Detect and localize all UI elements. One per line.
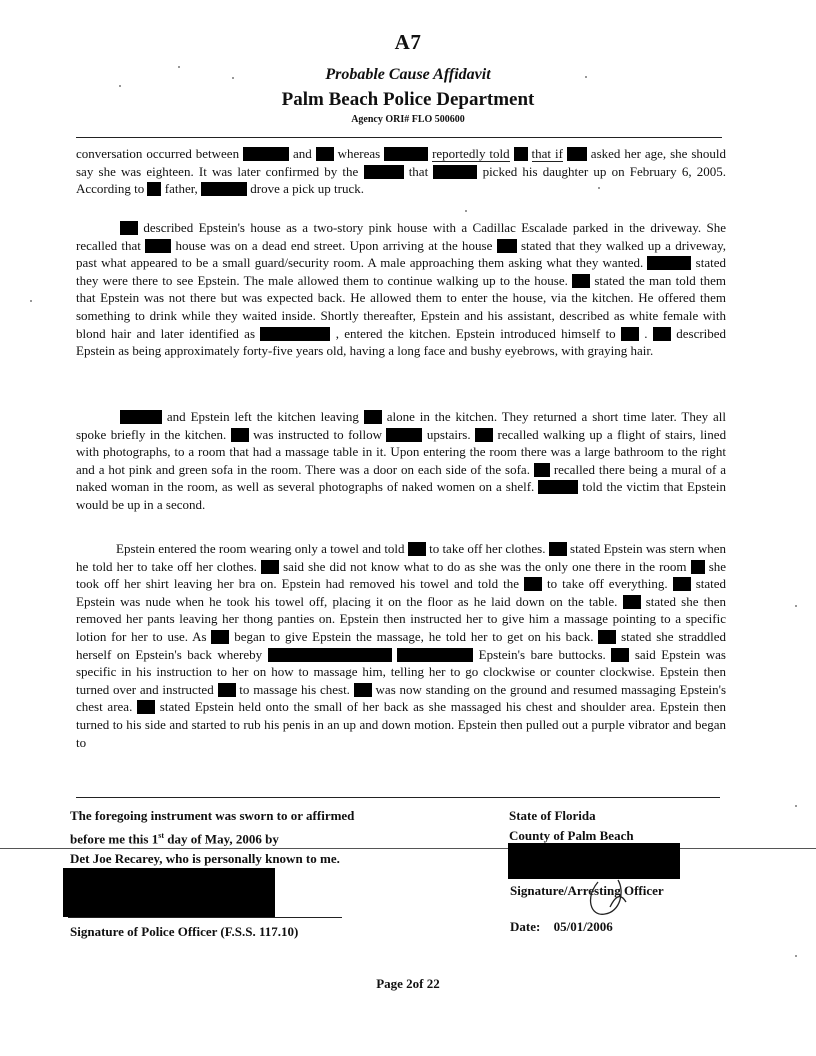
redaction-box <box>408 542 426 556</box>
text-span: recalled there being a mural of a naked woman in the room, as well as several photographs of naked women on a shelf. <box>76 461 727 495</box>
redaction-box <box>433 165 477 179</box>
redaction-box <box>218 683 236 697</box>
redaction-box <box>261 560 279 574</box>
redaction-box <box>673 577 691 591</box>
header-rule <box>76 137 722 138</box>
text-span: father, <box>164 181 198 197</box>
paragraph-4 <box>76 540 726 751</box>
text-span: to massage his chest. <box>239 681 350 697</box>
redaction-box <box>514 147 528 161</box>
jurisdiction-block <box>509 806 634 847</box>
text-span: drove a pick up truck. <box>250 181 364 197</box>
redaction-box <box>653 327 671 341</box>
redaction-box <box>120 221 138 235</box>
text-span: that <box>408 163 429 179</box>
redaction-box <box>567 147 587 161</box>
redacted-officer-signature <box>63 868 275 917</box>
text-span: stated Epstein was stern when he told her to take off her clothes. <box>76 541 727 574</box>
paragraph-3 <box>76 408 726 514</box>
scan-speck <box>585 76 587 78</box>
officer-signature-line <box>68 917 342 918</box>
scan-speck <box>795 605 797 607</box>
text-span: was now standing on the ground and resumed massaging Epstein's chest area. <box>76 681 727 715</box>
redaction-box <box>260 327 330 341</box>
redaction-box <box>475 428 493 442</box>
redaction-box <box>549 542 567 556</box>
text-span: that if <box>531 146 563 161</box>
text-span: stated Epstein was nude when he took his towel off, placing it on the floor as he laid down on the table. <box>76 576 727 609</box>
text-span: described Epstein as being approximately forty-five years old, having a long face and bushy eyebrows, with graying hair. <box>76 325 727 359</box>
scan-speck <box>30 300 32 302</box>
text-span: said she did not know what to do as she was the only one there in the room <box>283 558 687 574</box>
scan-speck <box>178 66 180 68</box>
text-span: said Epstein was specific in his instruction to her on how to massage him, telling her to go clockwise or counter clockwise. Epstein then turned over and instructed <box>76 646 726 697</box>
redaction-box <box>120 410 162 424</box>
text-span: was instructed to follow <box>253 426 383 442</box>
redaction-box <box>364 165 404 179</box>
state-label: State of Florida <box>509 808 596 823</box>
scan-speck <box>465 210 467 212</box>
officer-signature-label: Signature of Police Officer (F.S.S. 117.10) <box>70 924 299 939</box>
sworn-line-2-post: day of May, 2006 by <box>164 831 279 847</box>
sworn-statement <box>70 806 450 869</box>
department-name: Palm Beach Police Department <box>281 89 535 110</box>
redaction-box <box>316 147 334 161</box>
text-span: Epstein's bare buttocks. <box>478 646 606 662</box>
agency-ori: Agency ORI# FLO 500600 <box>351 114 465 125</box>
text-span: Epstein entered the room wearing only a towel and told <box>116 541 405 556</box>
sworn-superscript: st <box>158 831 164 840</box>
text-span: alone in the kitchen. They returned a short time later. They all spoke briefly in the kitchen. <box>76 409 727 442</box>
scan-speck <box>795 955 797 957</box>
redaction-box <box>397 648 473 662</box>
redaction-box <box>137 700 155 714</box>
redaction-box <box>534 463 550 477</box>
text-span: began to give Epstein the massage, he told her to get on his back. <box>234 628 594 644</box>
date-value: 05/01/2006 <box>553 919 613 934</box>
redaction-box <box>572 274 590 288</box>
scan-speck <box>795 805 797 807</box>
redaction-box <box>231 428 249 442</box>
footer-divider <box>76 797 720 798</box>
text-span: stated Epstein held onto the small of her back as she massaged his chest and shoulder area. Epstein then turned to his side and started to rub his penis in an up and down motion. Epstein then pulled out a purple vibrator and began to <box>76 699 727 750</box>
text-span: described Epstein's house as a two-story pink house with a Cadillac Escalade parked in the driveway. She recalled that <box>76 220 726 253</box>
date-label-text: Date: <box>510 919 541 934</box>
text-span: house was on a dead end street. Upon arriving at the house <box>175 237 493 253</box>
redaction-box <box>268 648 392 662</box>
text-span: and Epstein left the kitchen leaving <box>166 409 359 424</box>
redaction-box <box>201 182 247 196</box>
redaction-box <box>211 630 229 644</box>
scan-speck <box>232 77 234 79</box>
text-span: recalled walking up a flight of stairs, lined with photographs, to a room that had a massage table in it. Upon entering the room there was a large bathroom to the right and a hot pink and green sofa in the room. There was a door on each side of the sofa. <box>76 426 727 477</box>
sworn-line-2 <box>70 826 450 849</box>
text-span: reportedly told <box>432 146 510 161</box>
redaction-box <box>364 410 382 424</box>
text-span: asked her age, she should say she was eighteen. It was later confirmed by the <box>76 146 727 179</box>
text-span: picked his daughter up on February 6, 2005. According to <box>76 163 727 197</box>
text-span: to take off her clothes. <box>429 541 546 556</box>
scan-speck <box>598 187 600 189</box>
redaction-box <box>623 595 641 609</box>
text-span: stated she then removed her pants leaving her thong panties on. Epstein then instructed her to give him a massage pointing to a specific lotion for her to use. As <box>76 593 727 644</box>
text-span: stated she straddled herself on Epstein's back whereby <box>76 628 727 662</box>
redaction-box <box>354 683 372 697</box>
redaction-box <box>524 577 542 591</box>
text-span: to take off everything. <box>547 576 668 592</box>
redaction-box <box>147 182 161 196</box>
page-code: A7 <box>394 30 422 54</box>
sworn-line-3: Det Joe Recarey, who is personally known to me. <box>70 851 340 867</box>
sworn-line-1: The foregoing instrument was sworn to or affirmed <box>70 808 355 823</box>
redaction-box <box>611 648 629 662</box>
text-span: , entered the kitchen. Epstein introduced himself to <box>335 325 616 341</box>
redaction-box <box>386 428 422 442</box>
redaction-box <box>538 480 578 494</box>
redaction-box <box>145 239 171 253</box>
arresting-officer-label: Signature/Arresting Officer <box>510 883 664 898</box>
paragraph-2 <box>76 219 726 360</box>
page-number: Page 2of 22 <box>376 976 440 991</box>
document-title: Probable Cause Affidavit <box>325 66 491 83</box>
redaction-box <box>497 239 517 253</box>
redaction-box <box>243 147 289 161</box>
redaction-box <box>384 147 428 161</box>
text-span: stated that they walked up a driveway, past what appeared to be a small guard/security room. A male approaching them asking what they wanted. <box>76 237 726 271</box>
signature-scribble <box>580 872 640 922</box>
redaction-box <box>691 560 705 574</box>
text-span: stated they were there to see Epstein. The male allowed them to continue walking up to the house. <box>76 255 726 288</box>
redaction-box <box>647 256 691 270</box>
text-span: . <box>644 325 648 341</box>
scan-speck <box>119 85 121 87</box>
redaction-box <box>598 630 616 644</box>
text-span: and <box>292 146 312 161</box>
text-span: told the victim that Epstein would be up in a second. <box>76 479 727 512</box>
text-span: conversation occurred between <box>76 146 240 161</box>
text-span: she took off her shirt leaving her bra on. Epstein had removed his towel and told the <box>76 558 727 592</box>
county-label: County of Palm Beach <box>509 826 634 847</box>
text-span: upstairs. <box>426 426 471 442</box>
redaction-box <box>621 327 639 341</box>
paragraph-1 <box>76 145 726 198</box>
text-span: stated the man told them that Epstein was not there but was expected back. He allowed them to enter the house, via the kitchen. He offered them something to drink while they waited inside. Shortly thereafter, Epstein and his assistant, described as white female with blond hair and later identified as <box>76 272 727 341</box>
text-span: whereas <box>337 146 381 161</box>
sworn-line-2-pre: before me this 1 <box>70 831 159 847</box>
